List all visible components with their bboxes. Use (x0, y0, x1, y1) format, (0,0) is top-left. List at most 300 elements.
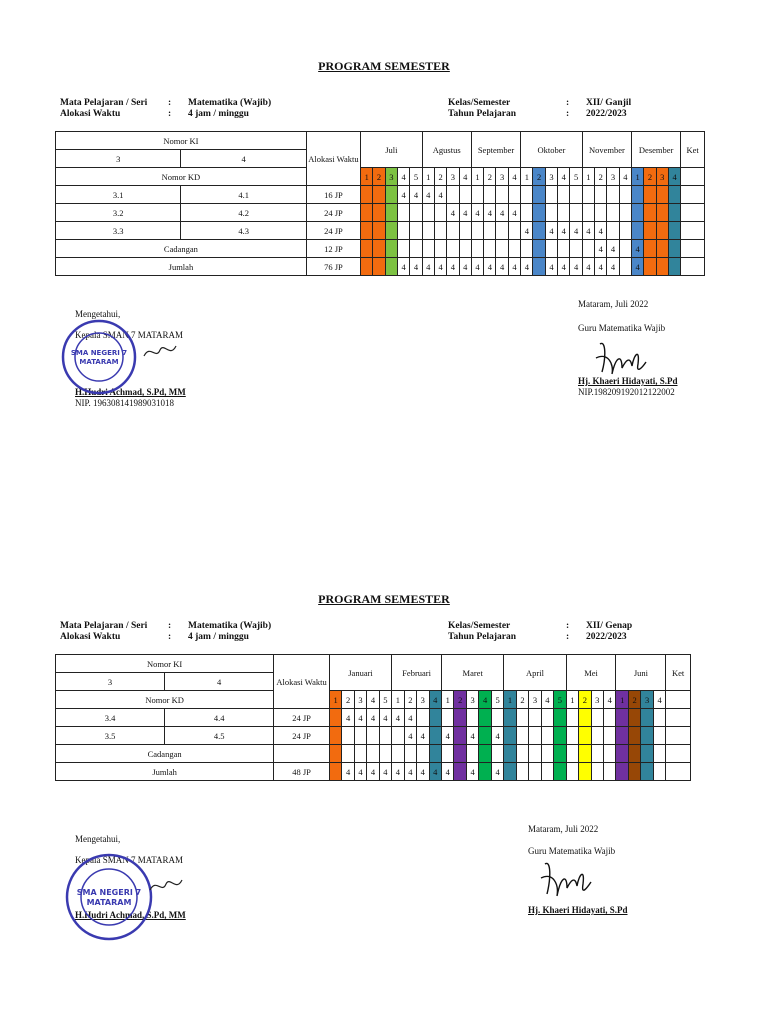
week-cell (616, 727, 628, 745)
week-cell (471, 240, 483, 258)
week-cell (604, 727, 616, 745)
kepala-title: Kepala SMAN 7 MATARAM (75, 330, 184, 340)
week-number: 2 (454, 691, 466, 709)
week-number: 1 (582, 168, 594, 186)
week-cell (533, 258, 545, 276)
week-cell (644, 222, 656, 240)
week-number: 4 (459, 168, 471, 186)
week-cell (656, 204, 668, 222)
week-cell (604, 709, 616, 727)
tahun-value: 2022/2023 (586, 632, 627, 642)
week-cell: 4 (595, 258, 607, 276)
week-cell (616, 745, 628, 763)
week-cell (361, 186, 373, 204)
week-cell (619, 186, 631, 204)
week-cell (545, 204, 557, 222)
week-number: 4 (668, 168, 680, 186)
week-cell (591, 745, 603, 763)
week-cell (579, 709, 591, 727)
week-cell (591, 763, 603, 781)
week-cell: 4 (342, 709, 354, 727)
week-cell (607, 222, 619, 240)
week-number: 4 (397, 168, 409, 186)
week-number: 4 (367, 691, 379, 709)
week-cell (410, 240, 422, 258)
week-number: 1 (521, 168, 533, 186)
week-number: 1 (632, 168, 644, 186)
week-cell (385, 240, 397, 258)
week-cell (479, 727, 491, 745)
week-cell (454, 727, 466, 745)
header-month: Januari (329, 655, 391, 691)
header-month: Maret (442, 655, 504, 691)
alokasi-jp: 12 JP (306, 240, 360, 258)
week-cell: 4 (442, 763, 454, 781)
week-cell (570, 240, 582, 258)
header-month: Juli (361, 132, 423, 168)
doc1-meta-left (60, 98, 271, 120)
week-cell (656, 186, 668, 204)
week-cell (417, 745, 429, 763)
week-cell (496, 240, 508, 258)
week-cell (491, 745, 504, 763)
week-cell: 4 (459, 258, 471, 276)
week-cell (644, 186, 656, 204)
week-cell (579, 763, 591, 781)
week-cell (516, 727, 528, 745)
header-ki-3: 3 (56, 673, 165, 691)
week-cell (604, 745, 616, 763)
week-cell (541, 709, 553, 727)
week-cell (504, 745, 516, 763)
week-cell (521, 186, 533, 204)
tahun-label: Tahun Pelajaran (448, 632, 517, 642)
week-number: 3 (607, 168, 619, 186)
week-cell (533, 186, 545, 204)
week-cell (429, 709, 442, 727)
week-cell (392, 727, 404, 745)
week-cell (504, 763, 516, 781)
week-number: 5 (554, 691, 567, 709)
week-cell: 4 (410, 258, 422, 276)
header-ki-4: 4 (181, 150, 306, 168)
week-cell (508, 222, 520, 240)
week-cell (668, 240, 680, 258)
week-cell: 4 (434, 258, 446, 276)
week-cell (591, 727, 603, 745)
week-cell (582, 186, 594, 204)
week-cell (668, 204, 680, 222)
header-ket: Ket (681, 132, 705, 168)
week-cell (656, 222, 668, 240)
week-cell (373, 222, 385, 240)
week-cell (566, 745, 578, 763)
week-cell: 4 (607, 258, 619, 276)
week-cell: 4 (367, 763, 379, 781)
alokasi-jp: 24 JP (306, 222, 360, 240)
week-cell (397, 204, 409, 222)
doc2-schedule-table (55, 654, 691, 781)
week-number: 2 (516, 691, 528, 709)
week-cell (342, 727, 354, 745)
kd-4: 4.4 (165, 709, 274, 727)
week-cell (521, 240, 533, 258)
week-cell (545, 186, 557, 204)
week-cell: 4 (397, 186, 409, 204)
week-number: 3 (529, 691, 541, 709)
week-cell (447, 222, 459, 240)
colon: : (168, 632, 172, 642)
week-number: 2 (533, 168, 545, 186)
table-row (56, 258, 705, 276)
week-cell (397, 240, 409, 258)
mapel-label: Mata Pelajaran / Seri (60, 98, 148, 108)
week-cell (479, 763, 491, 781)
week-cell: 4 (404, 709, 416, 727)
ket-cell (666, 745, 691, 763)
week-number: 3 (656, 168, 668, 186)
guru-title: Guru Matematika Wajib (528, 846, 616, 856)
place-date: Mataram, Juli 2022 (528, 824, 599, 834)
week-cell: 4 (410, 186, 422, 204)
colon: : (566, 632, 570, 642)
week-cell (632, 204, 644, 222)
ket-cell (681, 240, 705, 258)
week-cell (508, 186, 520, 204)
alokasi-jp (274, 745, 330, 763)
header-month: Juni (616, 655, 666, 691)
colon: : (168, 109, 172, 119)
table-row (56, 709, 691, 727)
week-cell (422, 240, 434, 258)
doc1-meta-right (448, 98, 631, 120)
guru-signature (592, 338, 652, 382)
week-cell (656, 258, 668, 276)
week-cell (591, 709, 603, 727)
week-cell: 4 (582, 222, 594, 240)
week-cell (644, 258, 656, 276)
guru-name: Hj. Khaeri Hidayati, S.Pd (578, 376, 678, 386)
week-cell: 4 (379, 709, 391, 727)
table-row (56, 763, 691, 781)
week-number: 4 (604, 691, 616, 709)
kelas-label: Kelas/Semester (448, 98, 511, 108)
week-number: 3 (496, 168, 508, 186)
week-cell (566, 709, 578, 727)
header-month: Mei (566, 655, 616, 691)
week-cell (607, 204, 619, 222)
week-cell: 4 (367, 709, 379, 727)
week-cell (447, 186, 459, 204)
row-label: Cadangan (56, 240, 307, 258)
week-number: 2 (579, 691, 591, 709)
kd-4: 4.5 (165, 727, 274, 745)
week-number: 2 (404, 691, 416, 709)
week-cell: 4 (558, 222, 570, 240)
week-cell (582, 240, 594, 258)
week-number: 3 (641, 691, 653, 709)
alokasi-value: 4 jam / minggu (188, 632, 249, 642)
week-cell (529, 709, 541, 727)
week-cell (653, 709, 666, 727)
week-cell (354, 727, 366, 745)
week-number: 1 (471, 168, 483, 186)
week-cell (454, 709, 466, 727)
week-cell (479, 709, 491, 727)
header-month: Oktober (521, 132, 583, 168)
week-cell (644, 240, 656, 258)
week-cell (397, 222, 409, 240)
week-number: 4 (429, 691, 442, 709)
table-row (56, 204, 705, 222)
week-cell (410, 222, 422, 240)
week-cell (342, 745, 354, 763)
week-cell (529, 763, 541, 781)
week-cell: 4 (471, 204, 483, 222)
week-cell (361, 258, 373, 276)
week-number: 4 (653, 691, 666, 709)
week-cell (604, 763, 616, 781)
week-cell (484, 222, 496, 240)
week-cell (533, 240, 545, 258)
week-cell (410, 204, 422, 222)
week-cell (504, 727, 516, 745)
week-number: 5 (570, 168, 582, 186)
week-number: 3 (466, 691, 478, 709)
week-cell (641, 763, 653, 781)
week-cell: 4 (545, 258, 557, 276)
week-cell (329, 745, 341, 763)
week-cell (429, 745, 442, 763)
week-cell (496, 222, 508, 240)
svg-text:MATARAM: MATARAM (79, 358, 119, 366)
week-cell (442, 709, 454, 727)
week-number: 4 (619, 168, 631, 186)
week-number: 3 (591, 691, 603, 709)
week-cell: 4 (379, 763, 391, 781)
week-number: 4 (479, 691, 491, 709)
week-cell (619, 258, 631, 276)
week-cell: 4 (466, 727, 478, 745)
kd-4: 4.2 (181, 204, 306, 222)
week-cell (566, 763, 578, 781)
week-cell (373, 240, 385, 258)
alokasi-jp: 24 JP (306, 204, 360, 222)
header-ki-3: 3 (56, 150, 181, 168)
mapel-label: Mata Pelajaran / Seri (60, 621, 148, 631)
week-cell (607, 186, 619, 204)
kd-3: 3.4 (56, 709, 165, 727)
week-cell: 4 (434, 186, 446, 204)
week-number: 2 (644, 168, 656, 186)
week-cell (442, 745, 454, 763)
alokasi-jp: 48 JP (274, 763, 330, 781)
alokasi-value: 4 jam / minggu (188, 109, 249, 119)
week-number: 2 (628, 691, 640, 709)
week-cell (668, 258, 680, 276)
week-cell (454, 745, 466, 763)
header-month: April (504, 655, 566, 691)
week-cell (373, 204, 385, 222)
colon: : (168, 621, 172, 631)
week-cell: 4 (607, 240, 619, 258)
week-cell (459, 222, 471, 240)
week-cell (570, 186, 582, 204)
week-cell (616, 709, 628, 727)
week-cell (361, 222, 373, 240)
week-cell (541, 727, 553, 745)
header-month: September (471, 132, 520, 168)
week-cell (641, 709, 653, 727)
week-cell (454, 763, 466, 781)
week-cell: 4 (570, 258, 582, 276)
week-number: 1 (392, 691, 404, 709)
week-cell (566, 727, 578, 745)
table-row (56, 222, 705, 240)
week-cell (447, 240, 459, 258)
week-cell: 4 (508, 258, 520, 276)
week-cell (619, 222, 631, 240)
week-cell (541, 763, 553, 781)
kelas-value: XII/ Genap (586, 621, 633, 631)
week-cell (619, 240, 631, 258)
school-stamp-icon (64, 852, 154, 942)
week-number: 1 (442, 691, 454, 709)
week-cell (367, 745, 379, 763)
week-cell: 4 (466, 763, 478, 781)
ket-cell (681, 186, 705, 204)
week-cell: 4 (459, 204, 471, 222)
week-cell (579, 745, 591, 763)
week-cell: 4 (422, 258, 434, 276)
week-cell (628, 745, 640, 763)
week-cell (392, 745, 404, 763)
week-cell (422, 222, 434, 240)
alokasi-jp: 24 JP (274, 709, 330, 727)
week-cell: 4 (496, 258, 508, 276)
header-month: Februari (392, 655, 442, 691)
week-number: 1 (361, 168, 373, 186)
week-number: 2 (434, 168, 446, 186)
week-cell (554, 763, 567, 781)
ket-cell (681, 222, 705, 240)
week-cell (373, 186, 385, 204)
row-label: Jumlah (56, 763, 274, 781)
week-cell (554, 745, 567, 763)
alokasi-jp: 16 JP (306, 186, 360, 204)
week-cell: 4 (447, 204, 459, 222)
week-cell (516, 763, 528, 781)
week-cell (471, 222, 483, 240)
week-cell (459, 186, 471, 204)
week-cell (491, 709, 504, 727)
header-nomor-kd: Nomor KD (56, 691, 274, 709)
kd-3: 3.5 (56, 727, 165, 745)
week-cell (632, 186, 644, 204)
header-nomor-ki: Nomor KI (56, 655, 274, 673)
week-cell (628, 709, 640, 727)
week-cell (644, 204, 656, 222)
week-cell (508, 240, 520, 258)
week-cell (595, 186, 607, 204)
week-number: 3 (545, 168, 557, 186)
header-alokasi-waktu: Alokasi Waktu (274, 655, 330, 709)
alokasi-label: Alokasi Waktu (60, 109, 121, 119)
header-nomor-kd: Nomor KD (56, 168, 307, 186)
header-month: November (582, 132, 631, 168)
week-cell (529, 745, 541, 763)
week-cell (385, 222, 397, 240)
week-number: 2 (373, 168, 385, 186)
week-cell (558, 204, 570, 222)
tahun-value: 2022/2023 (586, 109, 627, 119)
week-cell (466, 709, 478, 727)
guru-title: Guru Matematika Wajib (578, 323, 666, 333)
week-cell (429, 727, 442, 745)
mapel-value: Matematika (Wajib) (188, 98, 272, 108)
row-label: Cadangan (56, 745, 274, 763)
guru-nip: NIP.198209192012122002 (578, 387, 675, 397)
table-row (56, 727, 691, 745)
doc1-title: PROGRAM SEMESTER (318, 59, 450, 73)
week-cell (653, 727, 666, 745)
week-number: 2 (484, 168, 496, 186)
week-cell (422, 204, 434, 222)
table-row (56, 186, 705, 204)
ket-cell (666, 709, 691, 727)
table-row (56, 240, 705, 258)
week-cell (361, 204, 373, 222)
header-ki-4: 4 (165, 673, 274, 691)
kd-4: 4.1 (181, 186, 306, 204)
ket-cell (666, 763, 691, 781)
week-cell (668, 186, 680, 204)
row-label: Jumlah (56, 258, 307, 276)
week-cell (373, 258, 385, 276)
week-cell (641, 727, 653, 745)
kepala-name: H.Hudri Achmad, S.Pd, MM (75, 910, 186, 920)
week-number: 2 (595, 168, 607, 186)
kd-3: 3.1 (56, 186, 181, 204)
week-cell: 4 (570, 222, 582, 240)
week-cell: 4 (632, 258, 644, 276)
week-cell (379, 745, 391, 763)
week-cell: 4 (354, 709, 366, 727)
week-cell (641, 745, 653, 763)
week-cell (628, 727, 640, 745)
week-cell: 4 (491, 763, 504, 781)
week-number: 3 (354, 691, 366, 709)
mengetahui: Mengetahui, (75, 834, 121, 844)
week-cell (504, 709, 516, 727)
week-number: 1 (616, 691, 628, 709)
week-cell (471, 186, 483, 204)
week-cell: 4 (582, 258, 594, 276)
week-cell (628, 763, 640, 781)
week-cell (329, 709, 341, 727)
header-nomor-ki: Nomor KI (56, 132, 307, 150)
week-cell (668, 222, 680, 240)
week-cell (533, 204, 545, 222)
week-cell (516, 709, 528, 727)
week-cell: 4 (447, 258, 459, 276)
week-number: 4 (541, 691, 553, 709)
tahun-label: Tahun Pelajaran (448, 109, 517, 119)
week-number: 3 (385, 168, 397, 186)
week-cell (354, 745, 366, 763)
week-cell (516, 745, 528, 763)
week-cell: 4 (545, 222, 557, 240)
